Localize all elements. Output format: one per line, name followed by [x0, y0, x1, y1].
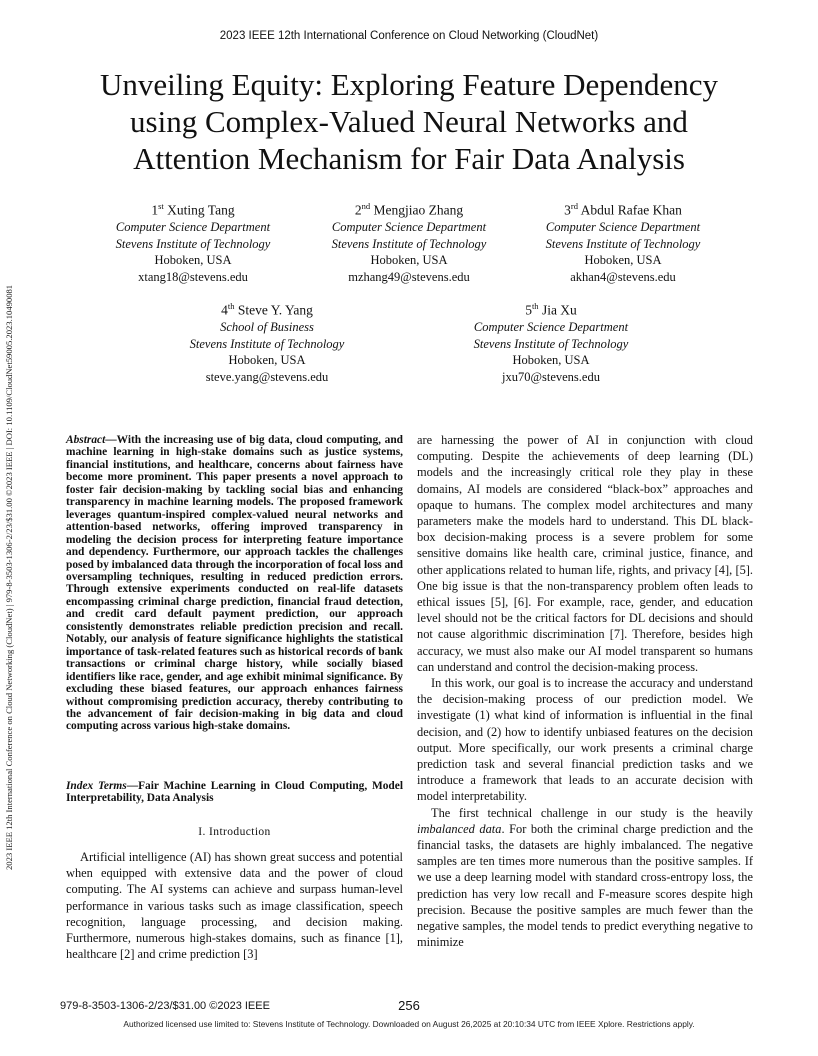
author-location: Hoboken, USA	[584, 253, 662, 267]
author-department: Computer Science Department	[473, 320, 629, 334]
author-email: jxu70@stevens.edu	[502, 369, 600, 384]
author-institution: Stevens Institute of Technology	[473, 336, 629, 351]
index-terms-label: Index Terms	[66, 780, 127, 792]
body-paragraph: are harnessing the power of AI in conjunction with cloud computing. Despite the achievements of deep learning (DL) models and the increasingly critical role they play in these domains, AI models are considered “black-box” approaches and opaque to humans. The complex model architectures and many parameters make the models hard to understand. This DL black-box decision-making process is a severe problem for some sensitive domains like health care, criminal justice, finance, and other applications related to human life, rights, and privacy [4], [5]. One big issue is that the non-transparency problem often leads to ethical issues [5], [6]. For example, race, gender, and education level should not be the critical factors for DL decisions and should not cause algorithmic discrimination [7]. Therefore, besides high accuracy, we must also make our AI model transparent so humans can understand and control the decision-making process.	[417, 433, 753, 674]
abstract	[66, 434, 403, 733]
body-paragraph: In this work, our goal is to increase the accuracy and understand the decision-making process of our prediction model. We investigate (1) what kind of information is influential in the final decision, and (2) how to identify unbiased features on the decision output. More specifically, our work presents a criminal charge prediction task and several financial prediction tasks and we introduce a framework that leads to an accurate decision with model interpretability.	[417, 676, 753, 804]
license-notice: Authorized licensed use limited to: Stevens Institute of Technology. Downloaded on August 26,2025 at 20:10:34 UTC from IEEE Xplore. Restrictions apply.	[123, 1019, 695, 1029]
abstract-text: —With the increasing use of big data, cloud computing, and machine learning in high-stake domains such as justice systems, financial institutions, and healthcare, concerns about fairness have become more prominent. This paper presents a novel approach to foster fair decision-making by tackling social bias and enhancing transparency in machine learning models. The proposed framework leverages quantum-inspired complex-valued neural networks and attention-based networks, offering improved transparency in modeling the decision process for interpreting feature importance and dependency. Furthermore, our approach tackles the challenges posed by imbalanced data through the incorporation of focal loss and oversampling techniques, resulting in reduced prediction errors. Through extensive experiments conducted on real-life datasets encompassing criminal charge prediction, financial fraud detection, and credit card default payment prediction, our approach consistently demonstrates reliable prediction precision and recall. Notably, our analysis of feature significance highlights the statistical importance of task-related features such as historical records of bank transactions or criminal charge history, while socially biased identifiers like race, gender, and age exhibit minimal significance. By excluding these biased features, our approach enhances fairness without compromising prediction accuracy, thereby contributing to the advancement of fair decision-making in big data and cloud computing across various high-stake domains.	[66, 434, 403, 733]
author-institution: Stevens Institute of Technology	[115, 236, 271, 251]
index-terms-text: —Fair Machine Learning in Cloud Computing, Model Interpretability, Data Analysis	[66, 780, 403, 805]
author-department: Computer Science Department	[545, 220, 701, 234]
conference-header: 2023 IEEE 12th International Conference on Cloud Networking (CloudNet)	[219, 30, 599, 42]
author-block-5	[451, 298, 651, 385]
author-block-3	[523, 198, 723, 285]
author-name: 2nd Mengjiao Zhang	[354, 201, 464, 218]
author-email: xtang18@stevens.edu	[138, 269, 248, 284]
author-name: 4th Steve Y. Yang	[221, 301, 313, 318]
author-block-2	[309, 198, 509, 285]
author-location: Hoboken, USA	[512, 353, 590, 367]
footer-isbn: 979-8-3503-1306-2/23/$31.00 ©2023 IEEE	[60, 1000, 270, 1012]
intro-left-column	[66, 849, 403, 962]
author-department: Computer Science Department	[331, 220, 487, 234]
page-number: 256	[398, 998, 420, 1013]
author-location: Hoboken, USA	[154, 253, 232, 267]
author-email: steve.yang@stevens.edu	[205, 369, 329, 384]
right-column	[417, 432, 753, 951]
author-department: Computer Science Department	[115, 220, 271, 234]
author-location: Hoboken, USA	[228, 353, 306, 367]
abstract-label: Abstract	[66, 434, 106, 446]
author-institution: Stevens Institute of Technology	[331, 236, 487, 251]
author-name: 5th Jia Xu	[525, 301, 577, 318]
author-institution: Stevens Institute of Technology	[189, 336, 345, 351]
author-email: akhan4@stevens.edu	[570, 269, 676, 284]
doi-sidebar: 2023 IEEE 12th International Conference on Cloud Networking (CloudNet) | 979-8-3503-1306-2/23/$31.00 ©2023 IEEE | DOI: 10.1109/CloudNet59005.2023.10490081	[4, 284, 14, 870]
title-line: using Complex-Valued Neural Networks and	[130, 104, 688, 139]
paper-title	[60, 66, 758, 177]
author-name: 3rd Abdul Rafae Khan	[564, 201, 682, 218]
author-block-1	[93, 198, 293, 285]
title-line: Attention Mechanism for Fair Data Analysis	[133, 141, 685, 176]
emphasis-text: imbalanced data	[417, 821, 502, 836]
body-paragraph: Artificial intelligence (AI) has shown great success and potential when equipped with extensive data and the power of cloud computing. The AI systems can achieve and surpass human-level performance in various tasks such as image classification, speech recognition, language processing, and decision making. Furthermore, numerous high-stakes domains, such as finance [1], healthcare [2] and crime prediction [3]	[66, 850, 403, 962]
author-department: School of Business	[220, 320, 314, 334]
author-institution: Stevens Institute of Technology	[545, 236, 701, 251]
title-line: Unveiling Equity: Exploring Feature Dependency	[99, 67, 719, 102]
index-terms	[66, 780, 403, 805]
section-heading: I. Introduction	[198, 826, 271, 838]
author-email: mzhang49@stevens.edu	[348, 269, 470, 284]
author-block-4	[167, 298, 367, 385]
author-name: 1st Xuting Tang	[151, 201, 235, 218]
body-paragraph: The first technical challenge in our study is the heavily imbalanced data. For both the criminal charge prediction and the financial tasks, the datasets are highly imbalanced. The negative samples are ten times more numerous than the positive samples. If we use a deep learning model with standard cross-entropy loss, the prediction has very low recall and F-measure scores despite high precision. Because the positive samples are much fewer than the negative samples, the model tends to predict everything negative to minimize	[417, 805, 753, 950]
author-location: Hoboken, USA	[370, 253, 448, 267]
